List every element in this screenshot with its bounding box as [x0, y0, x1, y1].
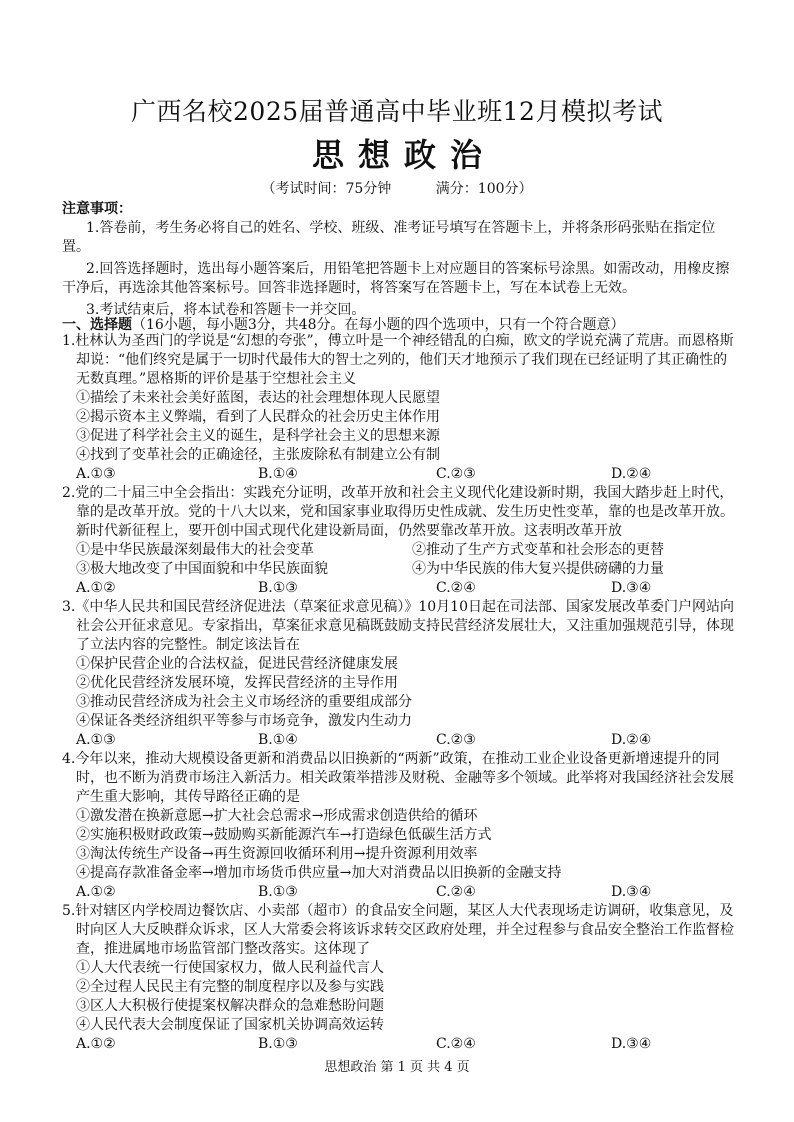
choice-c: C.②③	[436, 732, 476, 748]
choice-b: B.①③	[258, 884, 298, 900]
statement-option: ①是中华民族最深刻最伟大的社会变革	[76, 542, 314, 558]
exam-info: （考试时间：75分钟 满分：100分）	[261, 181, 533, 197]
statement-option: ④保证各类经济组织平等参与市场竞争，激发内生动力	[76, 713, 412, 729]
choice-c: C.②④	[436, 884, 476, 900]
statement-option: ③推动民营经济成为社会主义市场经济的重要组成部分	[76, 694, 412, 710]
question-stem: 5.针对辖区内学校周边餐饮店、小卖部（超市）的食品安全问题，某区人大代表现场走访调研，收集意见，及时向区人大反映群众诉求，区人大常委会将该诉求转交区政府处理，并全过程参与食品安全整治工作监督检查，推进属地市场监管部门整改落实。这体现了	[62, 903, 734, 957]
statement-option: ④提高存款准备金率→增加市场货币供应量→加大对消费品以旧换新的金融支持	[76, 865, 562, 881]
statement-option: ④找到了变革社会的正确途径，主张废除私有制建立公有制	[76, 447, 440, 463]
exam-title: 广西名校2025届普通高中毕业班12月模拟考试	[131, 97, 663, 126]
question-stem: 4.今年以来，推动大规模设备更新和消费品以旧换新的“两新”政策，在推动工业企业设备更新增速提升的同时，也不断为消费市场注入新活力。相关政策举措涉及财税、金融等多个领域。此举将对我国经济社会发展产生重大影响，其传导路径正确的是	[62, 751, 734, 805]
statement-option: ②揭示资本主义弊端，看到了人民群众的社会历史主体作用	[76, 409, 440, 425]
answer-choices	[62, 731, 740, 750]
statement-option: ②推动了生产方式变革和社会形态的更替	[412, 542, 664, 558]
answer-choices	[62, 1035, 740, 1054]
choice-a: A.①②	[76, 884, 116, 900]
answer-choices	[62, 579, 740, 598]
statement-option: ②全过程人民民主有完整的制度程序以及参与实践	[76, 979, 384, 995]
question-stem: 3.《中华人民共和国民营经济促进法（草案征求意见稿）》10月10日起在司法部、国家发展改革委门户网站向社会公开征求意见。专家指出，草案征求意见稿既鼓励支持民营经济发展壮大，又注重加强规范引导，体现了立法内容的完整性。制定该法旨在	[62, 599, 734, 653]
statement-option: ④人民代表大会制度保证了国家机关协调高效运转	[76, 1017, 384, 1033]
choice-b: B.①③	[258, 1036, 298, 1052]
statement-grid	[62, 541, 740, 579]
section-desc: （16小题，每小题3分，共48分。在每小题的四个选项中，只有一个符合题意）	[132, 317, 625, 333]
statement-option: ①保护民营企业的合法权益，促进民营经济健康发展	[76, 656, 398, 672]
choice-a: A.①③	[76, 466, 116, 482]
statement-option: ③促进了科学社会主义的诞生，是科学社会主义的思想来源	[76, 428, 440, 444]
statement-option: ①人大代表统一行使国家权力，做人民利益代言人	[76, 960, 384, 976]
notes-title: 注意事项：	[62, 201, 132, 217]
question-stem: 2.党的二十届三中全会指出：实践充分证明，改革开放和社会主义现代化建设新时期，我国大踏步赶上时代，靠的是改革开放。党的十八大以来，党和国家事业取得历史性成就、发生历史性变革，靠的也是改革开放。新时代新征程上，要开创中国式现代化建设新局面，仍然要靠改革开放。这表明改革开放	[62, 485, 734, 539]
question-list	[62, 332, 740, 1054]
question-3	[62, 598, 740, 750]
question-1	[62, 332, 740, 484]
statement-option: ③区人大积极行使提案权解决群众的急难愁盼问题	[76, 998, 384, 1014]
statement-option: ④为中华民族的伟大复兴提供磅礴的力量	[412, 561, 664, 577]
choice-d: D.②④	[611, 466, 652, 482]
subject-title: 思想政治	[311, 136, 496, 174]
statement-option: ①描绘了未来社会美好蓝图，表达的社会理想体现人民愿望	[76, 390, 440, 406]
choice-a: A.①③	[76, 732, 116, 748]
choice-c: C.②④	[436, 1036, 476, 1052]
choice-a: A.①②	[76, 580, 116, 596]
statement-option: ②优化民营经济发展环境，发挥民营经济的主导作用	[76, 675, 398, 691]
note-item: 2.回答选择题时，选出每小题答案后，用铅笔把答题卡上对应题目的答案标号涂黑。如需改动，用橡皮擦干净后，再选涂其他答案标号。回答非选择题时，将答案写在答题卡上，写在本试卷上无效。	[62, 261, 730, 296]
exam-notes	[62, 200, 742, 323]
section-heading	[62, 314, 625, 334]
question-stem: 1.杜林认为圣西门的学说是“幻想的夸张”，傅立叶是一个神经错乱的白痴，欧文的学说充满了荒唐。而恩格斯却说：“他们终究是属于一切时代最伟大的智士之列的，他们天才地预示了我们现在已经证明了其正确性的无数真理。”恩格斯的评价是基于空想社会主义	[62, 333, 734, 387]
answer-choices	[62, 465, 740, 484]
note-item: 1.答卷前，考生务必将自己的姓名、学校、班级、准考证号填写在答题卡上，并将条形码张贴在指定位置。	[62, 220, 716, 255]
choice-d: D.②④	[611, 732, 652, 748]
choice-b: B.①④	[258, 732, 298, 748]
choice-d: D.③④	[611, 1036, 652, 1052]
section-label: 一、选择题	[62, 317, 132, 333]
choice-d: D.③④	[611, 884, 652, 900]
statement-option: ②实施积极财政政策→鼓励购买新能源汽车→打造绿色低碳生活方式	[76, 827, 492, 843]
answer-choices	[62, 883, 740, 902]
choice-b: B.①④	[258, 466, 298, 482]
choice-c: C.②③	[436, 466, 476, 482]
question-4	[62, 750, 740, 902]
statement-option: ③淘汰传统生产设备→再生资源回收循环利用→提升资源利用效率	[76, 846, 478, 862]
choice-a: A.①②	[76, 1036, 116, 1052]
question-5	[62, 902, 740, 1054]
choice-d: D.③④	[611, 580, 652, 596]
statement-option: ①激发潜在换新意愿→扩大社会总需求→形成需求创造供给的循环	[76, 808, 478, 824]
question-2	[62, 484, 740, 598]
statement-option: ③极大地改变了中国面貌和中华民族面貌	[76, 561, 328, 577]
choice-b: B.①③	[258, 580, 298, 596]
page-footer: 思想政治 第 1 页 共 4 页	[324, 1060, 470, 1075]
note-item: 3.考试结束后，将本试卷和答题卡一并交回。	[86, 302, 366, 318]
choice-c: C.②④	[436, 580, 476, 596]
